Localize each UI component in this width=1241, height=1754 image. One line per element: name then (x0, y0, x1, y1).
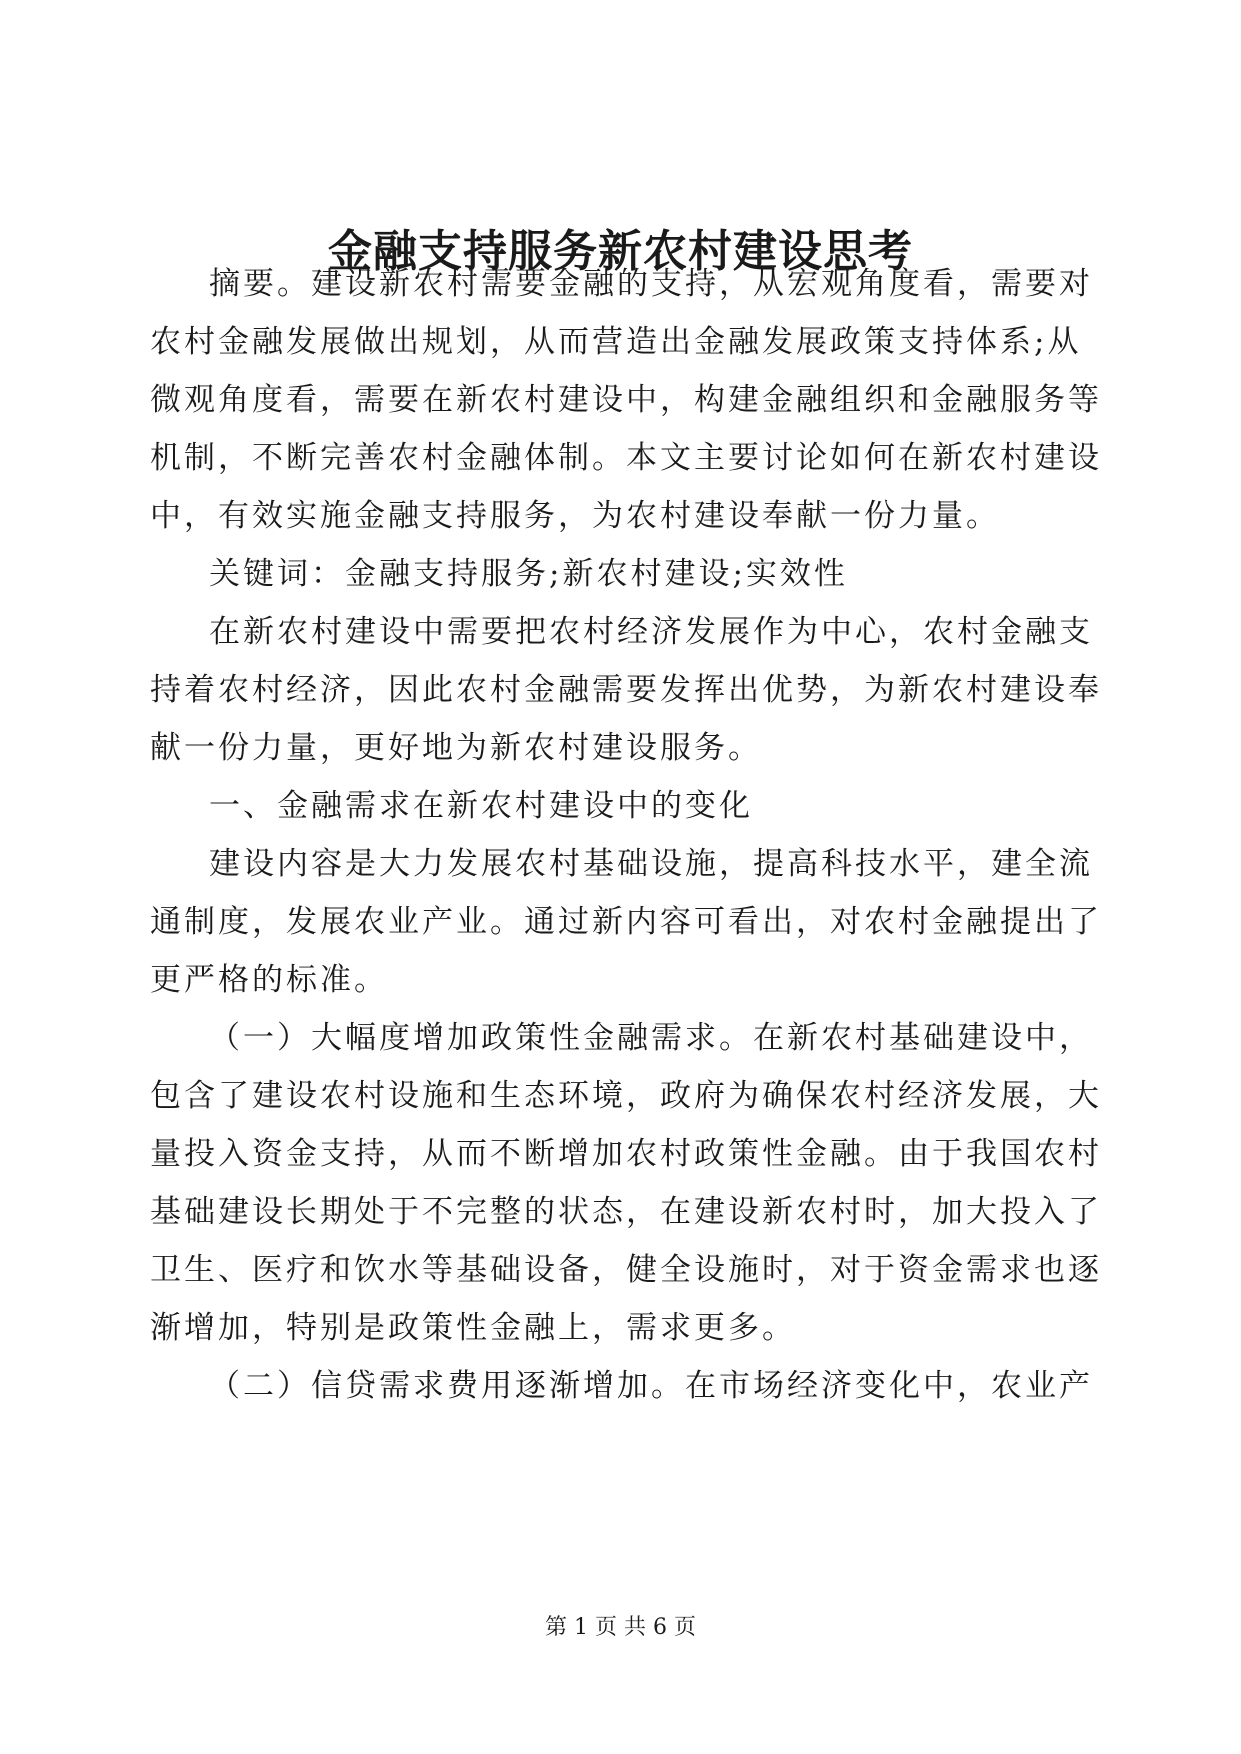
abstract-line-3: 微观角度看，需要在新农村建设中，构建金融组织和金融服务等 (150, 382, 1102, 418)
subsection1-line-5: 卫生、医疗和饮水等基础设备，健全设施时，对于资金需求也逐 (150, 1252, 1102, 1288)
subsection1-line-1: （一）大幅度增加政策性金融需求。在新农村基础建设中， (209, 1020, 1093, 1056)
intro-line-2: 持着农村经济，因此农村金融需要发挥出优势，为新农村建设奉 (150, 672, 1102, 708)
subsection2-line-1: （二）信贷需求费用逐渐增加。在市场经济变化中，农业产 (209, 1368, 1093, 1404)
section1-line-3: 更严格的标准。 (150, 962, 388, 998)
subsection1-line-6: 渐增加，特别是政策性金融上，需求更多。 (150, 1310, 796, 1346)
intro-line-3: 献一份力量，更好地为新农村建设服务。 (150, 730, 762, 766)
section1-line-1: 建设内容是大力发展农村基础设施，提高科技水平，建全流 (209, 846, 1093, 882)
abstract-line-2: 农村金融发展做出规划，从而营造出金融发展政策支持体系;从 (150, 324, 1082, 360)
keywords-line: 关键词：金融支持服务;新农村建设;实效性 (209, 556, 848, 592)
subsection1-line-3: 量投入资金支持，从而不断增加农村政策性金融。由于我国农村 (150, 1136, 1102, 1172)
subsection1-line-2: 包含了建设农村设施和生态环境，政府为确保农村经济发展，大 (150, 1078, 1102, 1114)
abstract-line-4: 机制，不断完善农村金融体制。本文主要讨论如何在新农村建设 (150, 440, 1102, 476)
subsection1-line-4: 基础建设长期处于不完整的状态，在建设新农村时，加大投入了 (150, 1194, 1102, 1230)
document-title: 金融支持服务新农村建设思考 (328, 226, 913, 277)
abstract-line-1: 摘要。建设新农村需要金融的支持，从宏观角度看，需要对 (209, 266, 1093, 302)
intro-line-1: 在新农村建设中需要把农村经济发展作为中心，农村金融支 (209, 614, 1093, 650)
page-footer: 第 1 页 共 6 页 (545, 1615, 696, 1640)
abstract-line-5: 中，有效实施金融支持服务，为农村建设奉献一份力量。 (150, 498, 1000, 534)
section1-line-2: 通制度，发展农业产业。通过新内容可看出，对农村金融提出了 (150, 904, 1102, 940)
section-heading-1: 一、金融需求在新农村建设中的变化 (209, 788, 753, 824)
